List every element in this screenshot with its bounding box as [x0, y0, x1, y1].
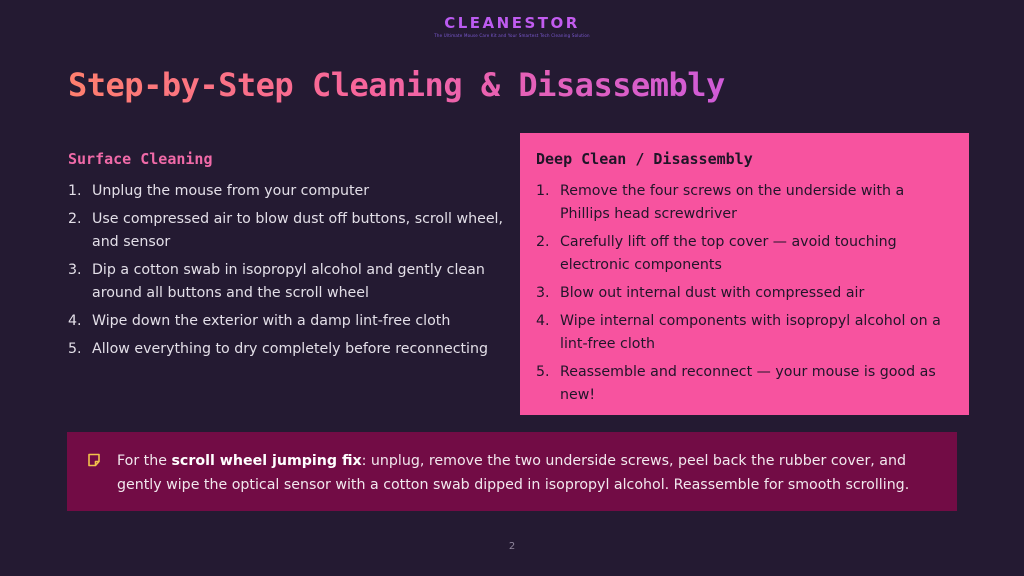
list-item	[536, 282, 953, 305]
list-item	[68, 180, 508, 203]
brand-logo	[0, 14, 1024, 38]
page-number: 2	[508, 541, 516, 552]
list-item	[68, 310, 508, 333]
step-number: 1.	[68, 183, 82, 199]
step-number: 2.	[536, 234, 550, 250]
step-text: Reassemble and reconnect — your mouse is good as new!	[560, 364, 936, 403]
step-text: Dip a cotton swab in isopropyl alcohol and gently clean around all buttons and the scroll wheel	[92, 262, 485, 301]
step-number: 4.	[68, 313, 82, 329]
step-text: Unplug the mouse from your computer	[92, 183, 370, 199]
step-text: Blow out internal dust with compressed air	[560, 285, 865, 301]
list-item	[68, 259, 508, 305]
surface-cleaning-heading: Surface Cleaning	[68, 150, 213, 168]
step-text: Wipe internal components with isopropyl alcohol on a lint-free cloth	[560, 313, 941, 352]
step-number: 5.	[68, 341, 82, 357]
slide-title: Step-by-Step Cleaning & Disassembly	[68, 66, 725, 104]
step-text: Carefully lift off the top cover — avoid touching electronic components	[560, 234, 897, 273]
step-text: Wipe down the exterior with a damp lint-free cloth	[92, 313, 451, 329]
step-number: 1.	[536, 183, 550, 199]
deep-clean-heading: Deep Clean / Disassembly	[536, 150, 753, 168]
deep-steps-list	[536, 180, 953, 407]
list-item	[536, 361, 953, 407]
step-number: 3.	[68, 262, 82, 278]
list-item	[68, 338, 508, 361]
step-number: 5.	[536, 364, 550, 380]
tip-text	[117, 449, 937, 511]
surface-steps-list	[68, 180, 508, 361]
list-item	[68, 208, 508, 254]
brand-tagline: The Ultimate Mouse Care Kit and Your Smartest Tech Cleaning Solution	[434, 33, 590, 38]
step-number: 3.	[536, 285, 550, 301]
step-number: 4.	[536, 313, 550, 329]
brand-name: CLEANESTOR	[0, 14, 1024, 32]
list-item	[536, 231, 953, 277]
tip-highlight: scroll wheel jumping fix	[171, 453, 362, 469]
deep-clean-card	[520, 133, 969, 415]
tip-prefix: For the	[117, 453, 172, 469]
list-item	[536, 310, 953, 356]
step-number: 2.	[68, 211, 82, 227]
note-icon	[87, 449, 117, 511]
tip-callout	[67, 432, 957, 511]
step-text: Use compressed air to blow dust off buttons, scroll wheel, and sensor	[92, 211, 503, 250]
tip-body: : unplug, remove the two underside screws, peel back the rubber cover, and gently wipe the optical sensor with a cotton swab dipped in isopropyl alcohol. Reassemble for smooth scrolling.	[117, 453, 910, 493]
list-item	[536, 180, 953, 226]
surface-cleaning-section	[68, 148, 508, 366]
step-text: Remove the four screws on the underside with a Phillips head screwdriver	[560, 183, 905, 222]
step-text: Allow everything to dry completely before reconnecting	[92, 341, 488, 357]
